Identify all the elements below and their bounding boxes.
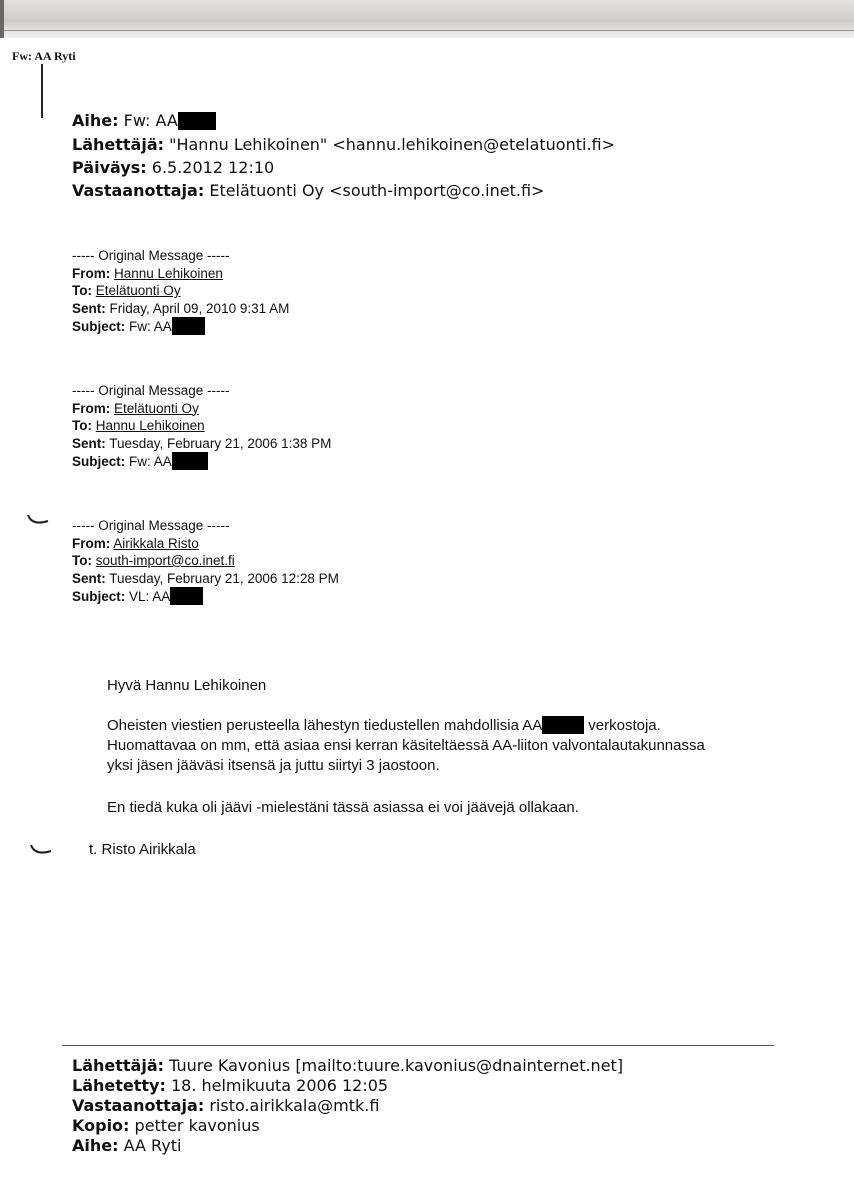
header-recipient-label: Vastaanottaja: bbox=[72, 181, 205, 200]
from-link[interactable]: Hannu Lehikoinen bbox=[114, 265, 223, 281]
header-recipient-value: Etelätuonti Oy <south-import@co.inet.fi> bbox=[209, 181, 545, 200]
body-greeting: Hyvä Hannu Lehikoinen bbox=[107, 677, 267, 694]
header-subject-label: Aihe: bbox=[72, 111, 119, 130]
subject-label: Subject: bbox=[72, 319, 126, 334]
fw-recipient-value: risto.airikkala@mtk.fi bbox=[209, 1096, 380, 1115]
subject-label: Subject: bbox=[72, 589, 126, 604]
header-recipient-row bbox=[72, 181, 544, 200]
subject-value: Fw: AA bbox=[129, 319, 172, 334]
original-message-3 bbox=[72, 517, 339, 606]
header-subject-value: Fw: AA bbox=[123, 111, 178, 130]
sent-label: Sent: bbox=[72, 300, 106, 316]
from-link[interactable]: Etelätuonti Oy bbox=[114, 400, 199, 416]
to-link[interactable]: south-import@co.inet.fi bbox=[95, 553, 235, 568]
body-paragraph-1 bbox=[107, 716, 705, 776]
body-p1-start: Oheisten viestien perusteella lähestyn tiedustellen mahdollisia AA bbox=[107, 717, 543, 734]
fw-sender-value: Tuure Kavonius [mailto:tuure.kavonius@dnainternet.net] bbox=[169, 1056, 624, 1075]
staple-mark-icon bbox=[29, 843, 53, 857]
document-tab-label: Fw: AA Ryti bbox=[12, 49, 76, 63]
to-link[interactable]: Hannu Lehikoinen bbox=[95, 418, 205, 433]
subject-label: Subject: bbox=[72, 454, 126, 469]
from-label: From: bbox=[72, 400, 111, 416]
from-label: From: bbox=[72, 265, 111, 281]
body-paragraph-2: En tiedä kuka oli jäävi -mielestäni tässä asiassa ei voi jäävejä ollakaan. bbox=[107, 799, 579, 816]
forwarded-header bbox=[72, 1056, 623, 1156]
redaction-box bbox=[172, 452, 208, 470]
fw-subject-label: Aihe: bbox=[72, 1136, 119, 1155]
header-date-row bbox=[72, 158, 274, 177]
redaction-box bbox=[172, 317, 205, 335]
fw-sender-label: Lähettäjä: bbox=[72, 1056, 165, 1075]
fw-cc-value: petter kavonius bbox=[134, 1116, 260, 1135]
subject-value: Fw: AA bbox=[129, 454, 172, 469]
redaction-box bbox=[170, 587, 203, 605]
body-p1-end: verkostoja. bbox=[588, 717, 661, 734]
redaction-box bbox=[178, 112, 216, 130]
subject-value: VL: AA bbox=[129, 589, 171, 604]
message-divider: ----- Original Message ----- bbox=[72, 248, 230, 263]
header-sender-row bbox=[72, 135, 615, 154]
signature: t. Risto Airikkala bbox=[89, 841, 196, 858]
header-date-label: Päiväys: bbox=[72, 158, 147, 177]
from-link[interactable]: Airikkala Risto bbox=[113, 535, 199, 551]
to-label: To: bbox=[72, 418, 92, 433]
fw-sent-value: 18. helmikuuta 2006 12:05 bbox=[170, 1076, 389, 1095]
sent-label: Sent: bbox=[72, 570, 106, 586]
staple-mark-icon bbox=[26, 513, 50, 527]
to-link[interactable]: Etelätuonti Oy bbox=[95, 283, 181, 298]
sent-value: Friday, April 09, 2010 9:31 AM bbox=[109, 300, 290, 316]
fw-cc-label: Kopio: bbox=[72, 1116, 130, 1135]
body-p1-line2: Huomattavaa on mm, että asiaa ensi kerran käsiteltäessä AA-liiton valvontalautakunnassa bbox=[107, 737, 705, 754]
from-label: From: bbox=[72, 535, 111, 551]
message-divider: ----- Original Message ----- bbox=[72, 518, 230, 533]
redaction-box bbox=[542, 716, 584, 734]
fw-sent-label: Lähetetty: bbox=[72, 1076, 166, 1095]
margin-bar bbox=[41, 64, 43, 118]
scan-left-mark bbox=[0, 0, 4, 38]
header-sender-label: Lähettäjä: bbox=[72, 135, 165, 154]
to-label: To: bbox=[72, 283, 92, 298]
separator-line bbox=[62, 1045, 774, 1046]
sent-label: Sent: bbox=[72, 435, 106, 451]
original-message-2 bbox=[72, 382, 331, 471]
sent-value: Tuesday, February 21, 2006 12:28 PM bbox=[109, 570, 339, 586]
scan-top-edge bbox=[0, 0, 854, 38]
fw-subject-value: AA Ryti bbox=[123, 1136, 182, 1155]
to-label: To: bbox=[72, 553, 92, 568]
sent-value: Tuesday, February 21, 2006 1:38 PM bbox=[109, 435, 332, 451]
header-sender-value: "Hannu Lehikoinen" <hannu.lehikoinen@etelatuonti.fi> bbox=[169, 135, 616, 154]
message-divider: ----- Original Message ----- bbox=[72, 383, 230, 398]
header-subject-row bbox=[72, 111, 216, 130]
fw-recipient-label: Vastaanottaja: bbox=[72, 1096, 205, 1115]
original-message-1 bbox=[72, 247, 289, 336]
body-p1-line3: yksi jäsen jääväsi itsensä ja juttu siirtyi 3 jaostoon. bbox=[107, 757, 440, 774]
header-date-value: 6.5.2012 12:10 bbox=[151, 158, 275, 177]
